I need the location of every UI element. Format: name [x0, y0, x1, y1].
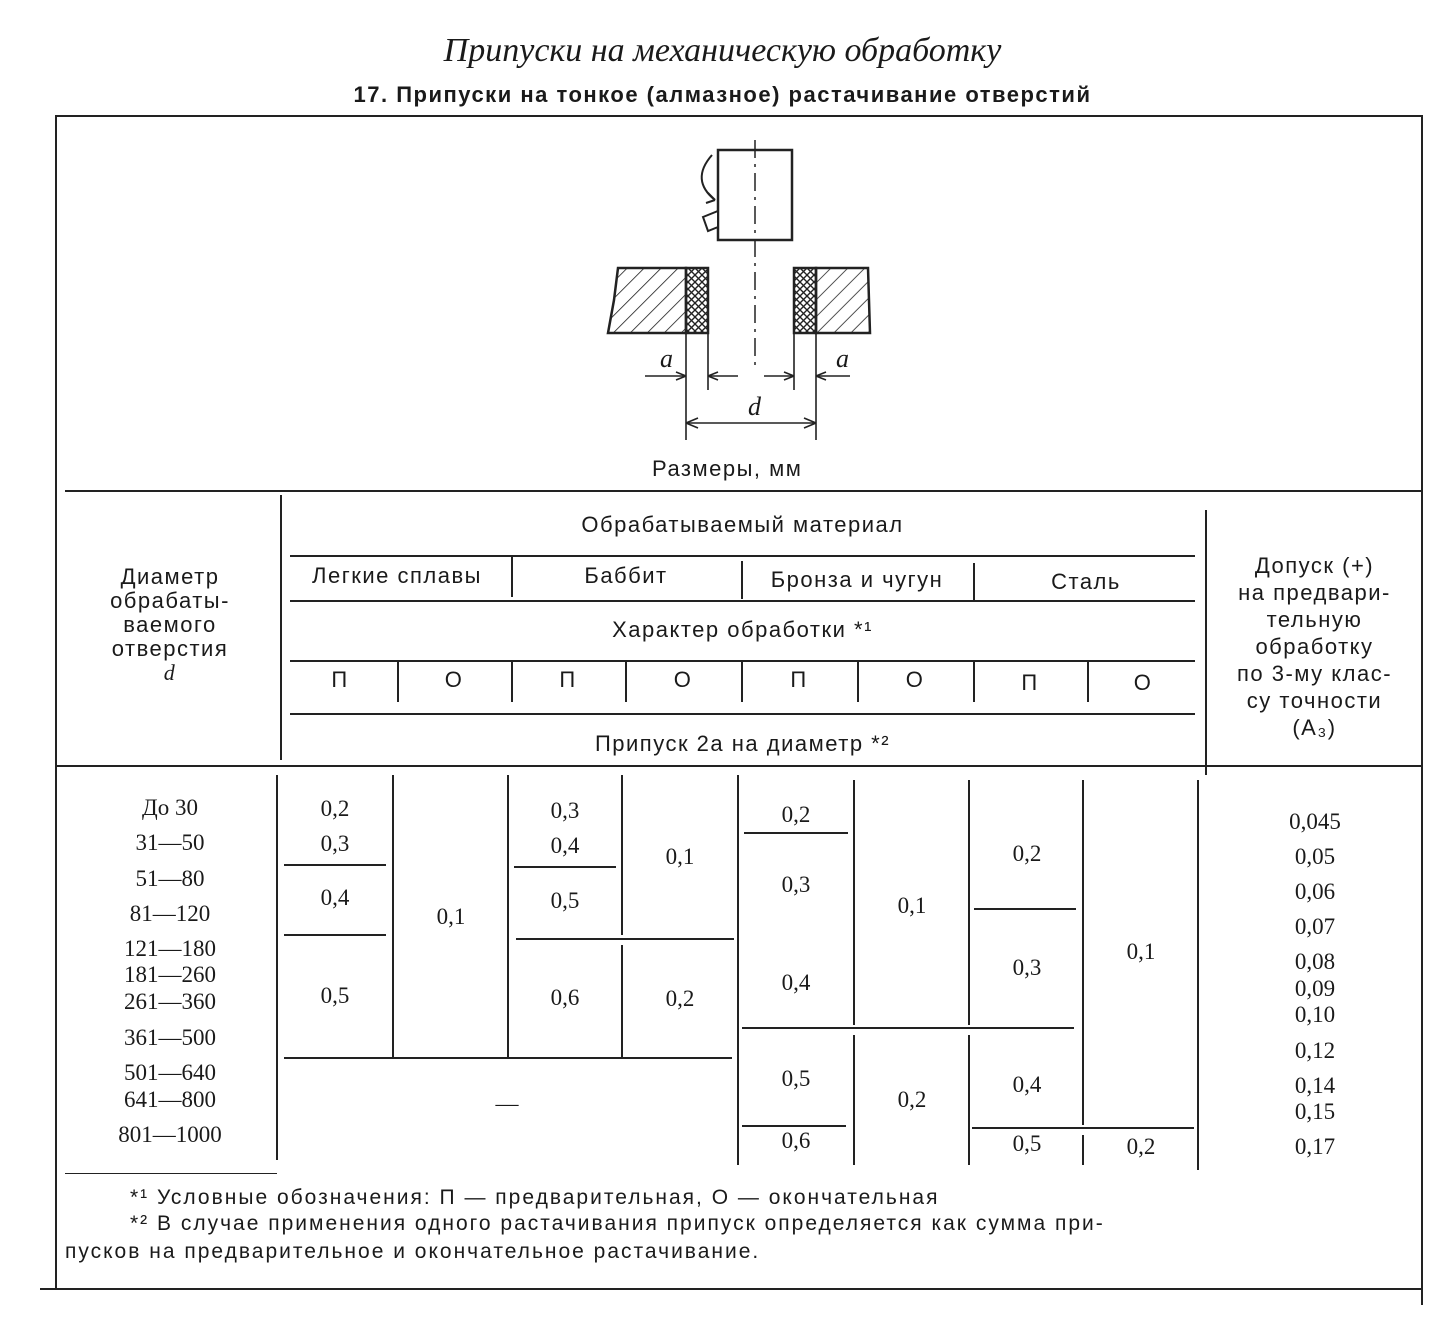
- mat-sep-1: [511, 557, 513, 597]
- footnote-1: *¹ Условные обозначения: П — предварительная, О — окончательная: [130, 1186, 940, 1209]
- dim-a-left: a: [660, 344, 673, 373]
- frame-bottom: [40, 1288, 1423, 1290]
- body-sep-diam: [276, 775, 278, 1160]
- tolerance-value: 0,15: [1294, 1099, 1336, 1124]
- code-bronze-p: П: [790, 667, 808, 692]
- cell-steel-p: 0,3: [1012, 955, 1042, 980]
- body-sep-bronze-m2: [853, 1035, 855, 1165]
- dim-a-right: a: [836, 344, 849, 373]
- tolerance-value: 0,14: [1294, 1073, 1336, 1098]
- material-bronze-iron: Бронза и чугун: [770, 567, 944, 592]
- body-rule: [516, 938, 734, 940]
- body-sep-steel-m2: [1082, 1135, 1084, 1165]
- tolerance-value: 0,06: [1294, 879, 1336, 904]
- cell-babbit-p: 0,5: [550, 888, 580, 913]
- cell-light-p: 0,5: [320, 983, 350, 1008]
- cell-light-p: 0,2: [320, 796, 350, 821]
- dimension-lines: [645, 333, 850, 440]
- boring-diagram: [590, 135, 890, 445]
- body-sep-steel-l2: [968, 1035, 970, 1165]
- cell-bronze-o: 0,1: [897, 893, 927, 918]
- code-sep-2: [511, 662, 513, 702]
- header-divider-left: [280, 495, 282, 760]
- footnote-rule: [65, 1173, 277, 1174]
- frame-top: [55, 115, 1423, 117]
- diameter-row: 81—120: [129, 901, 211, 926]
- tolerance-value: 0,05: [1294, 844, 1336, 869]
- code-babbit-p: П: [559, 667, 577, 692]
- body-sep-babbit-m1: [621, 775, 623, 935]
- process-group-header: Характер обработки *¹: [612, 617, 873, 642]
- body-rule: [284, 934, 386, 936]
- body-rule: [284, 864, 386, 866]
- diameter-row: 31—50: [135, 830, 205, 855]
- code-light-p: П: [331, 667, 349, 692]
- material-steel: Сталь: [1051, 569, 1121, 594]
- body-sep-steel-m: [1082, 780, 1084, 1125]
- boring-bar: [702, 140, 792, 365]
- frame-left: [55, 115, 57, 1290]
- cell-steel-p: 0,4: [1012, 1072, 1042, 1097]
- frame-right: [1421, 115, 1423, 1305]
- mat-sep-3: [973, 563, 975, 601]
- header-divider-right: [1205, 510, 1207, 775]
- diameter-row: 261—360: [124, 989, 216, 1014]
- code-sep-5: [857, 662, 859, 702]
- code-bronze-o: О: [905, 667, 925, 692]
- cell-steel-p: 0,2: [1012, 841, 1042, 866]
- cell-babbit-o: 0,1: [665, 844, 695, 869]
- body-sep-tol: [1197, 780, 1199, 1170]
- tolerance-value: 0,12: [1294, 1038, 1336, 1063]
- table-title: 17. Припуски на тонкое (алмазное) растачивание отверстий: [353, 82, 1092, 107]
- cell-babbit-o: 0,2: [665, 986, 695, 1011]
- cell-bronze-p: 0,3: [781, 872, 811, 897]
- diameter-header: Диаметр обрабаты- ваемого отверстия d: [110, 564, 230, 685]
- tolerance-value: 0,07: [1294, 914, 1336, 939]
- diameter-row: 361—500: [124, 1025, 216, 1050]
- tolerance-value: 0,08: [1294, 949, 1336, 974]
- cell-light-o: 0,1: [436, 904, 466, 929]
- material-group-header: Обрабатываемый материал: [581, 512, 904, 537]
- cell-steel-o: 0,1: [1126, 939, 1156, 964]
- body-rule: [744, 832, 848, 834]
- code-sep-6: [973, 662, 975, 702]
- code-sep-3: [625, 662, 627, 702]
- cell-babbit-p: 0,4: [550, 833, 580, 858]
- tolerance-header: Допуск (+) на предвари- тельную обработку по 3-му клас- су точности (A₃): [1236, 553, 1393, 740]
- rule-materials: [290, 555, 1195, 557]
- cell-babbit-p: 0,6: [550, 985, 580, 1010]
- body-rule: [742, 1125, 846, 1127]
- tolerance-value: 0,045: [1289, 809, 1341, 834]
- body-rule: [972, 1127, 1194, 1129]
- units-caption: Размеры, мм: [652, 456, 803, 481]
- cell-not-applicable: —: [495, 1091, 519, 1116]
- body-sep-bronze-m1: [853, 780, 855, 1025]
- code-sep-7: [1087, 662, 1089, 702]
- diameter-row: 51—80: [135, 866, 205, 891]
- code-sep-4: [741, 662, 743, 702]
- code-steel-p: П: [1021, 670, 1039, 695]
- footnote-2: *² В случае применения одного растачивания припуск определяется как сумма при-: [130, 1212, 1105, 1235]
- material-light-alloys: Легкие сплавы: [312, 563, 482, 588]
- cell-bronze-p: 0,2: [781, 802, 811, 827]
- workpiece-section: [608, 268, 870, 333]
- code-babbit-o: О: [673, 667, 693, 692]
- cell-light-p: 0,4: [320, 885, 350, 910]
- body-rule: [742, 1027, 1074, 1029]
- tolerance-value: 0,09: [1294, 976, 1336, 1001]
- diameter-row: 181—260: [124, 962, 216, 987]
- tolerance-value: 0,10: [1294, 1002, 1336, 1027]
- body-rule: [284, 1057, 732, 1059]
- body-sep-light: [392, 775, 394, 1057]
- tolerance-value: 0,17: [1294, 1134, 1336, 1159]
- section-title: Припуски на механическую обработку: [443, 32, 1002, 69]
- cell-bronze-p: 0,5: [781, 1066, 811, 1091]
- body-sep-babbit-l: [507, 775, 509, 1057]
- body-rule: [514, 866, 616, 868]
- cell-bronze-p: 0,4: [781, 970, 811, 995]
- rule-process: [290, 600, 1195, 602]
- cell-steel-o: 0,2: [1126, 1134, 1156, 1159]
- footnote-2-cont: пусков на предварительное и окончательное растачивание.: [65, 1240, 761, 1263]
- diameter-row: 121—180: [124, 936, 216, 961]
- body-rule: [974, 908, 1076, 910]
- cell-light-p: 0,3: [320, 831, 350, 856]
- cell-bronze-o: 0,2: [897, 1087, 927, 1112]
- header-bottom-rule: [55, 765, 1421, 767]
- code-steel-o: О: [1133, 670, 1153, 695]
- header-top-rule: [65, 490, 1421, 492]
- mat-sep-2: [741, 561, 743, 599]
- diameter-row: 501—640: [124, 1060, 216, 1085]
- body-sep-babbit-m2: [621, 945, 623, 1057]
- cell-bronze-p: 0,6: [781, 1128, 811, 1153]
- diameter-row: 641—800: [124, 1087, 216, 1112]
- code-sep-1: [397, 662, 399, 702]
- rule-allowance: [290, 713, 1195, 715]
- body-sep-steel-l1: [968, 780, 970, 1025]
- diameter-row: 801—1000: [118, 1122, 222, 1147]
- cell-steel-p: 0,5: [1012, 1131, 1042, 1156]
- code-light-o: О: [444, 667, 464, 692]
- cell-babbit-p: 0,3: [550, 798, 580, 823]
- allowance-header: Припуск 2a на диаметр *²: [594, 731, 891, 756]
- dim-d: d: [748, 392, 761, 421]
- material-babbit: Баббит: [584, 563, 668, 588]
- body-sep-bronze-l: [737, 775, 739, 1165]
- diameter-row: До 30: [142, 795, 198, 820]
